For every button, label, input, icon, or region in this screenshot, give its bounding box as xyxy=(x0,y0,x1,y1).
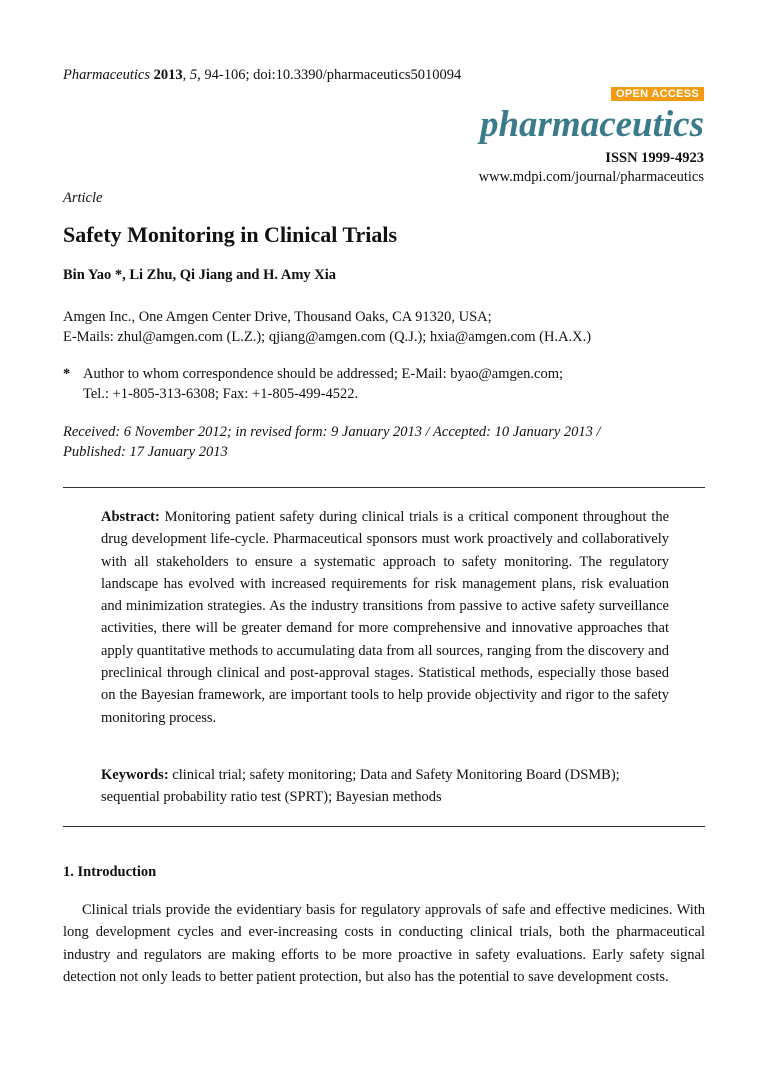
open-access-badge: OPEN ACCESS xyxy=(611,87,704,101)
affiliation-address: Amgen Inc., One Amgen Center Drive, Thousand Oaks, CA 91320, USA; xyxy=(63,309,492,325)
citation-journal: Pharmaceutics xyxy=(63,67,150,83)
dates-received: Received: 6 November 2012; in revised form: 9 January 2013 / Accepted: 10 January 2013 / xyxy=(63,424,601,440)
correspondence-marker: * xyxy=(63,366,71,382)
author-list: Bin Yao *, Li Zhu, Qi Jiang and H. Amy Xia xyxy=(63,267,337,283)
citation-details: , 94-106; doi:10.3390/pharmaceutics5010094 xyxy=(197,67,462,83)
citation-year: 2013 xyxy=(153,67,183,83)
correspondence-note xyxy=(63,364,563,404)
keywords-block xyxy=(101,764,669,809)
publication-dates xyxy=(63,422,601,462)
correspondence-email: Author to whom correspondence should be addressed; E-Mail: byao@amgen.com; xyxy=(83,366,564,382)
introduction-paragraph: Clinical trials provide the evidentiary basis for regulatory approvals of safe and effective medicines. With long development cycles and ever-increasing costs in conducting clinical trials, both the pharmaceutical industry and regulators are making efforts to be more proactive in safety evaluations. Early safety signal detection not only leads to better patient protection, but also has the potential to save development costs. xyxy=(63,902,705,985)
citation-volume: 5 xyxy=(189,67,198,83)
divider-bottom xyxy=(63,826,705,827)
divider-top xyxy=(63,487,705,488)
citation-line: Pharmaceutics 2013, 5, 94-106; doi:10.3390/pharmaceutics5010094 xyxy=(63,67,462,83)
abstract-block xyxy=(101,506,669,729)
article-type: Article xyxy=(63,190,103,206)
journal-url[interactable]: www.mdpi.com/journal/pharmaceutics xyxy=(478,169,704,185)
abstract-label: Abstract: xyxy=(101,509,160,525)
journal-logo: pharmaceutics xyxy=(479,104,704,145)
paper-title: Safety Monitoring in Clinical Trials xyxy=(63,222,398,247)
affiliation-emails: E-Mails: zhul@amgen.com (L.Z.); qjiang@amgen.com (Q.J.); hxia@amgen.com (H.A.X.) xyxy=(63,329,592,345)
affiliation xyxy=(63,307,591,347)
correspondence-phone: Tel.: +1-805-313-6308; Fax: +1-805-499-4522. xyxy=(83,386,359,402)
abstract-text: Monitoring patient safety during clinical trials is a critical component throughout the drug development life-cycle. Pharmaceutical sponsors must work proactively and collaboratively with all stakeholders to ensure a systematic approach to safety monitoring. The regulatory landscape has evolved with increased requirements for risk management plans, risk evaluation and minimization strategies. As the industry transitions from passive to active safety surveillance activities, there will be greater demand for more comprehensive and innovative approaches that apply quantitative methods to accumulating data from all sources, ranging from the discovery and preclinical through clinical and post-approval stages. Statistical methods, especially those based on the Bayesian framework, are important tools to help provide objectivity and rigor to the safety monitoring process. xyxy=(101,509,670,726)
issn: ISSN 1999-4923 xyxy=(605,150,704,166)
dates-published: Published: 17 January 2013 xyxy=(63,444,228,460)
keywords-text: clinical trial; safety monitoring; Data and Safety Monitoring Board (DSMB); sequential probability ratio test (SPRT); Bayesian methods xyxy=(101,767,620,806)
section-heading-introduction: 1. Introduction xyxy=(63,864,157,880)
keywords-label: Keywords: xyxy=(101,767,169,783)
